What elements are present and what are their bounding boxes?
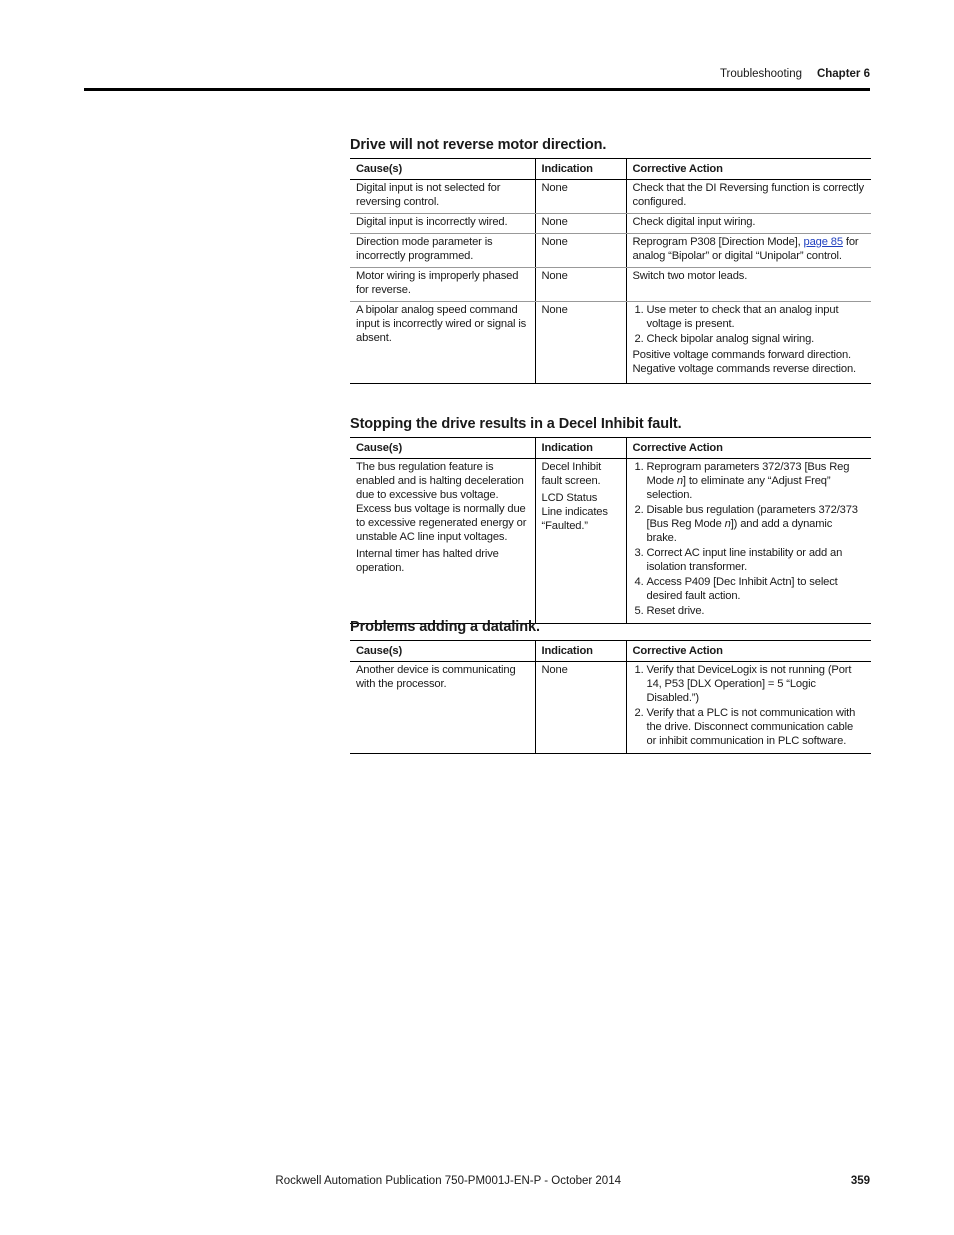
- action-cell: [626, 662, 871, 754]
- column-header-action: Corrective Action: [626, 159, 871, 180]
- action-step: [647, 503, 866, 545]
- action-steps: [633, 303, 866, 346]
- table-row: [350, 302, 871, 384]
- column-header-indication: Indication: [535, 438, 626, 459]
- table-row: [350, 268, 871, 302]
- header-section-title: Troubleshooting: [719, 68, 802, 80]
- action-note: Positive voltage commands forward direction. Negative voltage commands reverse direction.: [632, 349, 856, 375]
- header-chapter-label: Chapter 6: [816, 68, 870, 80]
- action-cell: Check digital input wiring.: [626, 214, 871, 234]
- cause-cell: Digital input is not selected for reversing control.: [350, 180, 535, 214]
- cause-cell: A bipolar analog speed command input is incorrectly wired or signal is absent.: [350, 302, 535, 384]
- troubleshooting-table: [350, 640, 871, 754]
- action-step: 3. Correct AC input line instability or add an isolation transformer.: [647, 546, 866, 574]
- table-header-row: [350, 438, 871, 459]
- indication-cell: None: [535, 234, 626, 268]
- cause-cell: Digital input is incorrectly wired.: [350, 214, 535, 234]
- action-cell: Check that the DI Reversing function is correctly configured.: [626, 180, 871, 214]
- indication-cell: None: [535, 180, 626, 214]
- action-text: Reprogram P308 [Direction Mode],: [632, 236, 804, 248]
- publication-info: Rockwell Automation Publication 750-PM001J-EN-P - October 2014: [275, 1175, 621, 1187]
- action-step: 2. Verify that a PLC is not communication with the drive. Disconnect communication cable or inhibit communication in PLC software.: [647, 706, 866, 748]
- action-step: 4. Access P409 [Dec Inhibit Actn] to select desired fault action.: [647, 575, 866, 603]
- action-steps: [633, 663, 866, 748]
- indication-cell: [535, 459, 626, 624]
- column-header-cause: Cause(s): [350, 438, 535, 459]
- cause-text: The bus regulation feature is enabled and is halting deceleration due to excessive bus voltage. Excess bus voltage is normally due to excessive regenerated energy or unstable AC line input voltages.: [356, 461, 527, 543]
- action-step: 1. Verify that DeviceLogix is not running (Port 14, P53 [DLX Operation] = 5 “Logic Disabled.”): [647, 663, 866, 705]
- indication-text: LCD Status Line indicates “Faulted.”: [541, 492, 608, 532]
- action-steps: [633, 460, 866, 618]
- column-header-action: Corrective Action: [626, 438, 871, 459]
- step-variable: n: [724, 518, 731, 530]
- page-footer: [84, 1175, 870, 1191]
- troubleshooting-table: [350, 437, 871, 624]
- action-step: 2. Check bipolar analog signal wiring.: [647, 332, 866, 346]
- section-datalink: [350, 619, 871, 754]
- cause-cell: Another device is communicating with the processor.: [350, 662, 535, 754]
- step-variable: n: [676, 475, 683, 487]
- step-text: Reprogram parameters 372/373 [Bus Reg Mode: [646, 461, 850, 487]
- indication-text: Decel Inhibit fault screen.: [541, 461, 602, 487]
- section-title: Problems adding a datalink.: [350, 619, 540, 635]
- page-number: 359: [850, 1175, 870, 1187]
- page-link[interactable]: page 85: [803, 236, 843, 248]
- step-text: ] to eliminate any “Adjust Freq” selection.: [646, 475, 831, 501]
- action-step: 5. Reset drive.: [647, 604, 866, 618]
- column-header-action: Corrective Action: [626, 641, 871, 662]
- section-title: Stopping the drive results in a Decel Inhibit fault.: [350, 416, 682, 432]
- action-cell: Switch two motor leads.: [626, 268, 871, 302]
- page-header: [84, 66, 870, 88]
- indication-cell: None: [535, 214, 626, 234]
- section-title: Drive will not reverse motor direction.: [350, 137, 607, 153]
- step-text: ]) and add a dynamic brake.: [646, 518, 833, 544]
- table-header-row: [350, 641, 871, 662]
- cause-cell: Direction mode parameter is incorrectly programmed.: [350, 234, 535, 268]
- action-step: [647, 460, 866, 502]
- indication-cell: None: [535, 662, 626, 754]
- action-cell: [626, 302, 871, 384]
- cause-text: Internal timer has halted drive operation.: [356, 548, 499, 574]
- column-header-indication: Indication: [535, 159, 626, 180]
- action-cell: [626, 459, 871, 624]
- section-reverse-direction: [350, 137, 871, 384]
- action-cell: [626, 234, 871, 268]
- cause-cell: [350, 459, 535, 624]
- troubleshooting-table: [350, 158, 871, 384]
- table-row: [350, 459, 871, 624]
- column-header-cause: Cause(s): [350, 641, 535, 662]
- table-header-row: [350, 159, 871, 180]
- section-decel-inhibit: [350, 416, 871, 624]
- step-text: Disable bus regulation (parameters 372/373 [Bus Reg Mode: [646, 504, 858, 530]
- action-text: for analog “Bipolar” or digital “Unipolar” control.: [632, 236, 859, 262]
- column-header-indication: Indication: [535, 641, 626, 662]
- header-rule: [84, 88, 870, 91]
- table-row: [350, 180, 871, 214]
- action-step: 1. Use meter to check that an analog input voltage is present.: [647, 303, 866, 331]
- cause-cell: Motor wiring is improperly phased for reverse.: [350, 268, 535, 302]
- indication-cell: None: [535, 302, 626, 384]
- column-header-cause: Cause(s): [350, 159, 535, 180]
- table-row: [350, 234, 871, 268]
- table-row: [350, 214, 871, 234]
- indication-cell: None: [535, 268, 626, 302]
- table-row: [350, 662, 871, 754]
